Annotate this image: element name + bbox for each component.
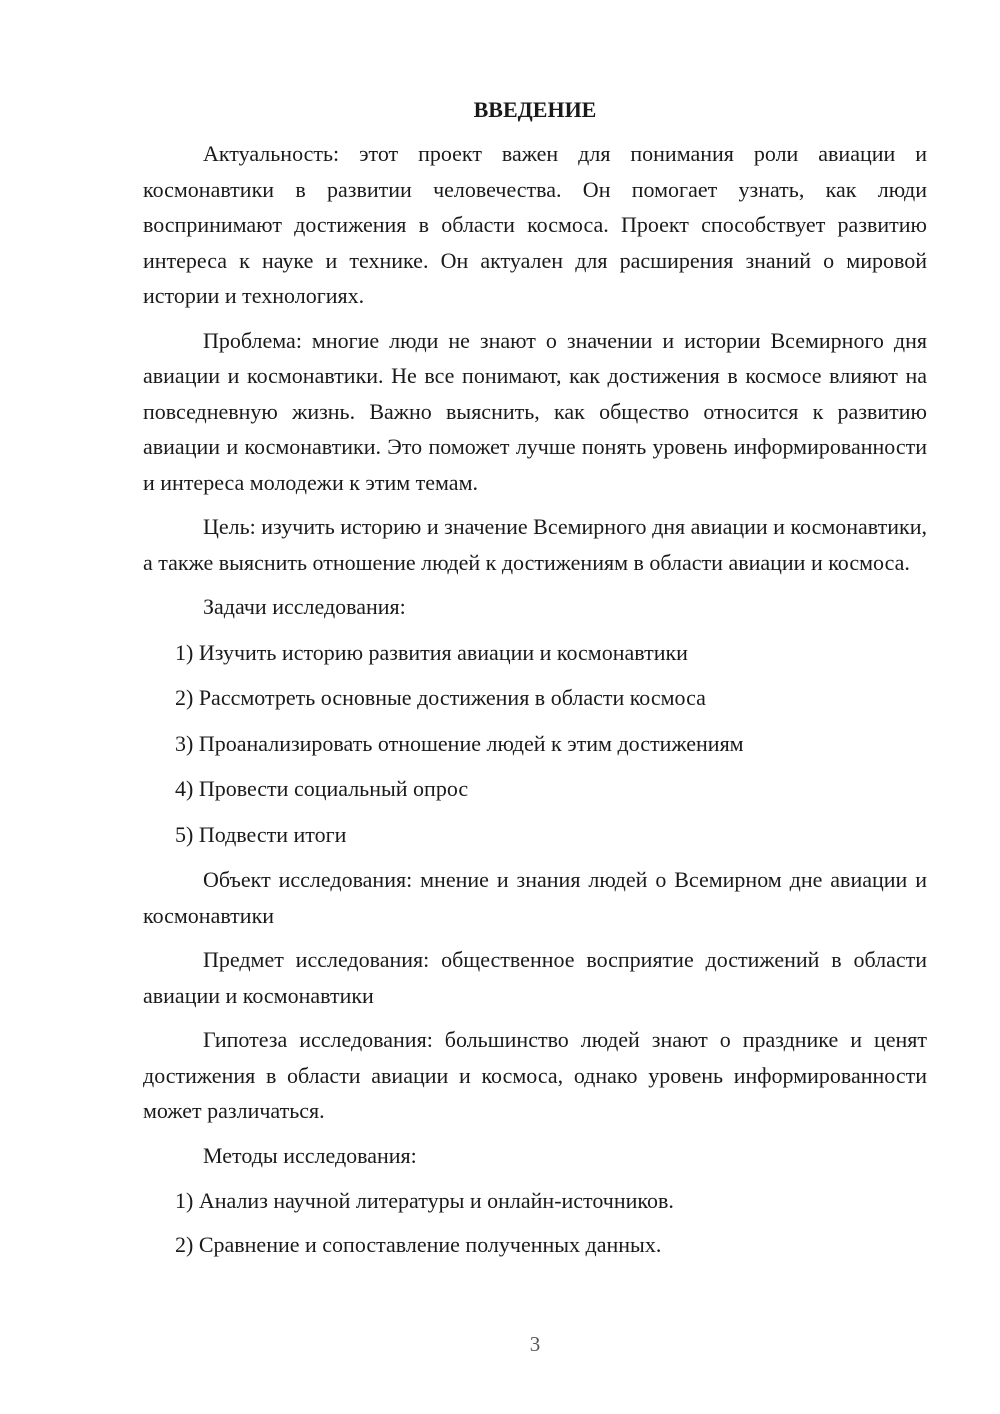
paragraph-problem: Проблема: многие люди не знают о значении и истории Всемирного дня авиации и космонавтики. Не все понимают, как достижения в космосе влияют на повседневную жизнь. Важно выяснить, как общество относится к развитию авиации и космонавтики. Это поможет лучше понять уровень информированности и интереса молодежи к этим темам.: [143, 327, 927, 495]
list-item: 2) Сравнение и сопоставление полученных данных.: [175, 1231, 662, 1257]
paragraph-hypothesis: Гипотеза исследования: большинство людей знают о празднике и ценят достижения в области авиации и космоса, однако уровень информированности может различаться.: [143, 1027, 927, 1123]
list-item: 3) Проанализировать отношение людей к этим достижениям: [175, 730, 744, 756]
tasks-heading: Задачи исследования:: [203, 594, 406, 619]
paragraph-object: Объект исследования: мнение и знания людей о Всемирном дне авиации и космонавтики: [143, 867, 927, 928]
paragraph-subject: Предмет исследования: общественное восприятие достижений в области авиации и космонавтики: [143, 947, 927, 1008]
list-item: 1) Анализ научной литературы и онлайн-источников.: [175, 1188, 674, 1213]
list-item: 4) Провести социальный опрос: [175, 776, 469, 801]
list-item: 2) Рассмотреть основные достижения в области космоса: [175, 685, 706, 710]
methods-heading: Методы исследования:: [203, 1142, 417, 1168]
paragraph-goal: Цель: изучить историю и значение Всемирного дня авиации и космонавтики, а также выяснить отношение людей к достижениям в области авиации и космоса.: [143, 514, 927, 575]
list-item: 1) Изучить историю развития авиации и космонавтики: [175, 639, 688, 665]
paragraph-relevance: Актуальность: этот проект важен для понимания роли авиации и космонавтики в развитии человечества. Он помогает узнать, как люди воспринимают достижения в области космоса. Проект способствует развитию интереса к науке и технике. Он актуален для расширения знаний о мировой истории и технологиях.: [143, 141, 927, 308]
methods-list: [143, 1183, 927, 1262]
section-title: ВВЕДЕНИЕ: [473, 97, 597, 122]
tasks-list: [143, 635, 927, 853]
document-page: [143, 92, 927, 1270]
list-item: 5) Подвести итоги: [175, 821, 347, 847]
page-number: 3: [529, 1332, 541, 1356]
